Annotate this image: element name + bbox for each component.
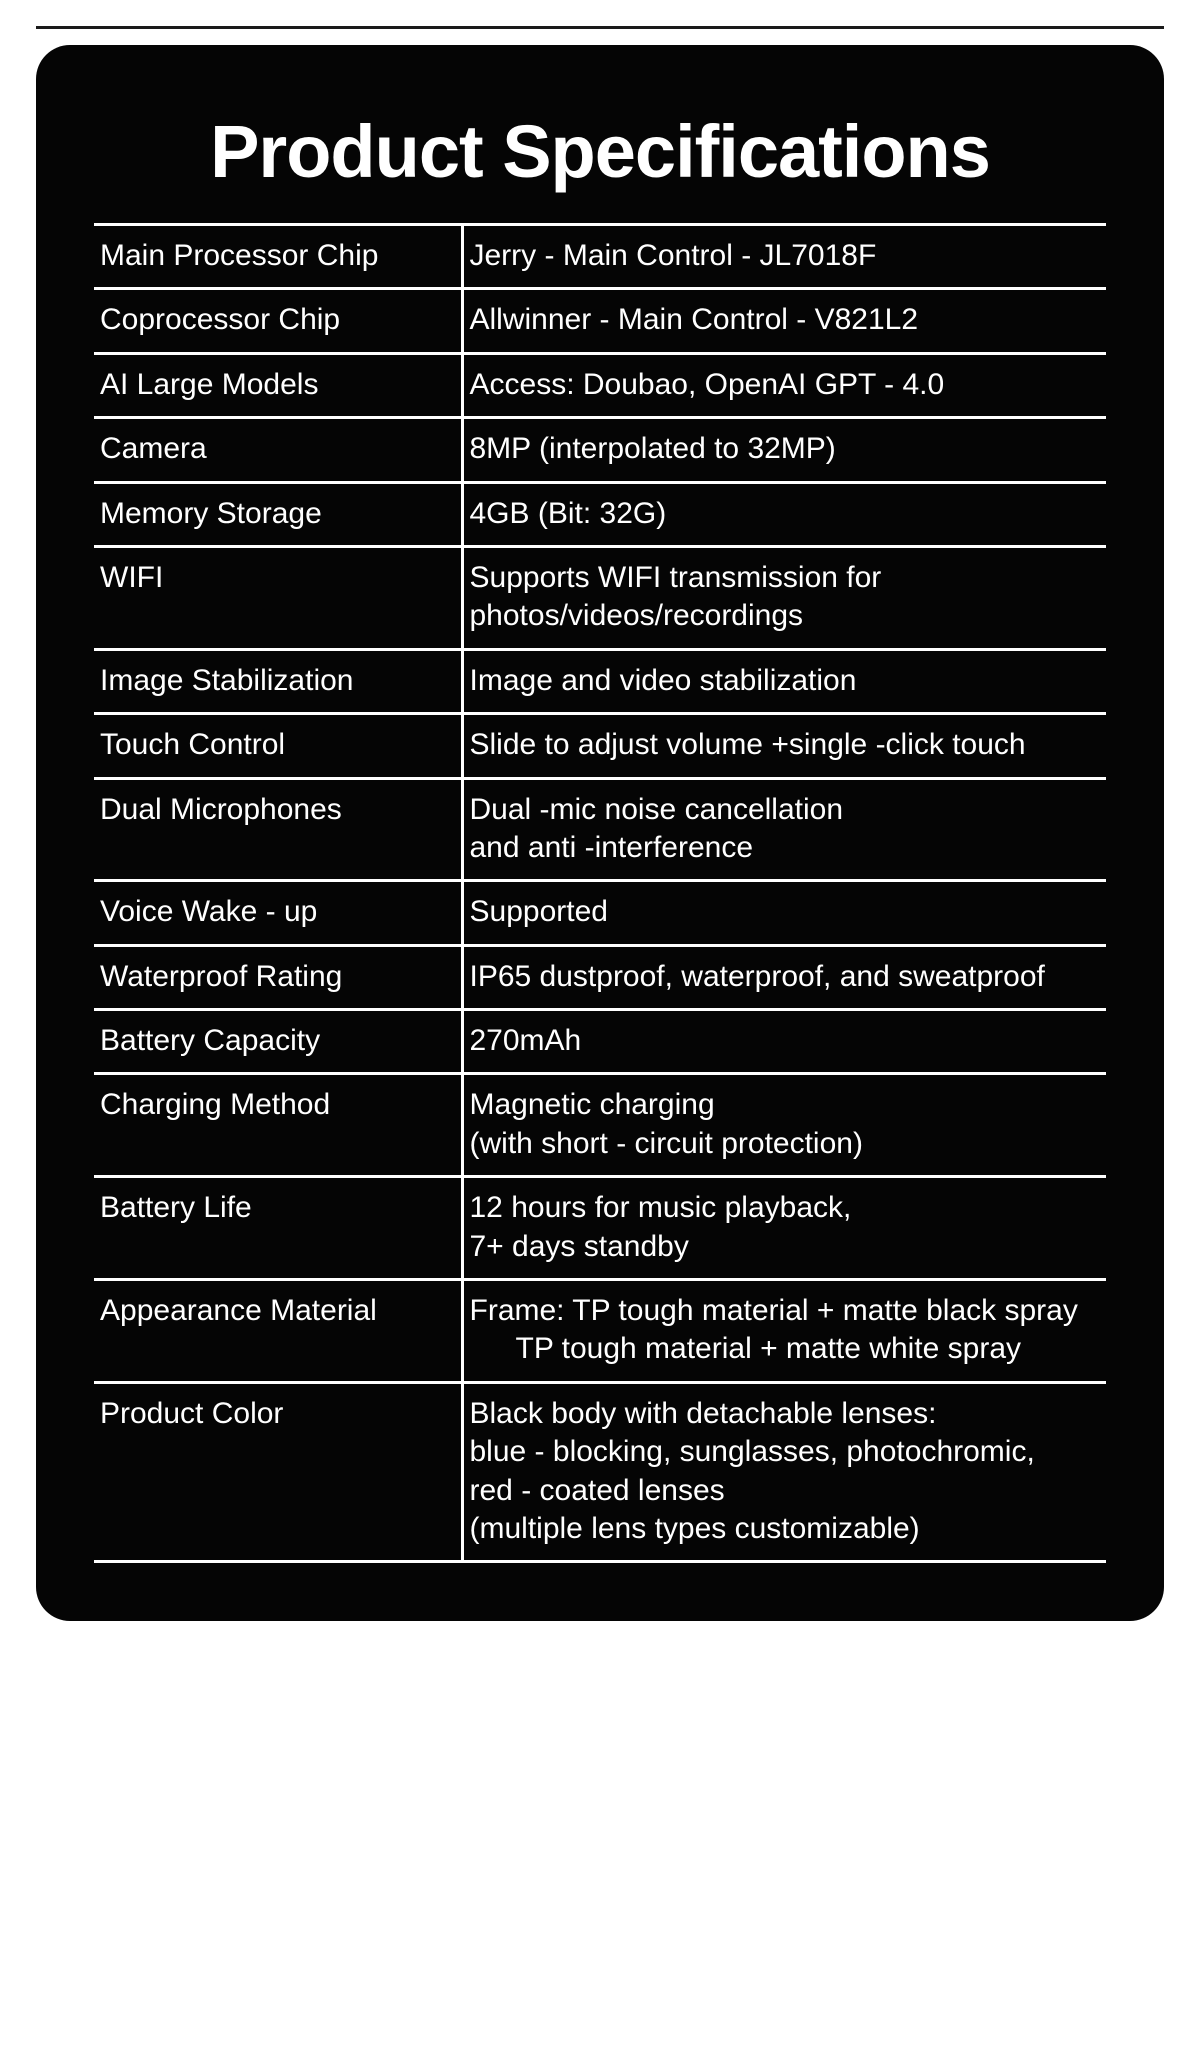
spec-value-line: photos/videos/recordings [469,599,804,633]
spec-value-line: TP tough material + matte white spray [515,1332,1022,1366]
table-row [94,353,1106,417]
spec-value-line: Slide to adjust volume +single -click touch [469,728,1026,762]
spec-value-line: 8MP (interpolated to 32MP) [469,432,836,466]
table-row [94,1010,1106,1074]
spec-value [462,482,1106,546]
spec-label: Memory Storage [94,482,462,546]
spec-label: Product Color [94,1382,462,1562]
spec-label: AI Large Models [94,353,462,417]
spec-value [462,778,1106,881]
table-row [94,546,1106,649]
table-row [94,1280,1106,1383]
spec-value [462,418,1106,482]
table-row [94,881,1106,945]
spec-card [36,45,1164,1621]
spec-value-line: Black body with detachable lenses: [469,1396,937,1430]
table-row [94,1177,1106,1280]
table-row [94,418,1106,482]
spec-value [462,289,1106,353]
spec-label: Main Processor Chip [94,225,462,289]
spec-value-line: red - coated lenses [469,1473,725,1507]
spec-value [462,353,1106,417]
spec-value [462,1382,1106,1562]
spec-value [462,1177,1106,1280]
table-row [94,1074,1106,1177]
spec-label: Dual Microphones [94,778,462,881]
spec-value [462,1010,1106,1074]
spec-label: Camera [94,418,462,482]
spec-label: Voice Wake - up [94,881,462,945]
table-row [94,482,1106,546]
spec-value-line: (multiple lens types customizable) [469,1511,920,1545]
table-row [94,778,1106,881]
spec-value-line: Dual -mic noise cancellation [469,792,844,826]
spec-label: Appearance Material [94,1280,462,1383]
page-title: Product Specifications [210,110,990,193]
spec-value [462,945,1106,1009]
table-row [94,714,1106,778]
spec-label: Coprocessor Chip [94,289,462,353]
spec-label: Charging Method [94,1074,462,1177]
spec-value-line: 12 hours for music playback, [469,1191,852,1225]
spec-value-line: (with short - circuit protection) [469,1126,863,1160]
spec-label: Battery Capacity [94,1010,462,1074]
spec-value-line: Access: Doubao, OpenAI GPT - 4.0 [469,367,945,401]
spec-label: Waterproof Rating [94,945,462,1009]
spec-value-line: 4GB (Bit: 32G) [469,496,667,530]
spec-value-line: Frame: TP tough material + matte black spray [469,1294,1078,1328]
spec-label: Touch Control [94,714,462,778]
spec-label: WIFI [94,546,462,649]
table-row [94,649,1106,713]
spec-value [462,649,1106,713]
spec-label: Battery Life [94,1177,462,1280]
spec-value [462,1074,1106,1177]
table-row [94,225,1106,289]
spec-value-line: and anti -interference [469,830,754,864]
spec-value-line: Jerry - Main Control - JL7018F [469,239,877,272]
table-row [94,945,1106,1009]
spec-value-line: Image and video stabilization [469,663,857,697]
table-row [94,1382,1106,1562]
spec-value [462,1280,1106,1383]
spec-value-line: 7+ days standby [469,1229,689,1263]
table-row [94,289,1106,353]
spec-value [462,225,1106,289]
spec-label: Image Stabilization [94,649,462,713]
specifications-table [94,223,1106,1563]
spec-value-line: Supports WIFI transmission for [469,560,882,594]
specifications-table-body [94,225,1106,1562]
spec-value [462,881,1106,945]
spec-value [462,714,1106,778]
spec-value-line: IP65 dustproof, waterproof, and sweatproof [469,959,1045,993]
spec-value-line: Allwinner - Main Control - V821L2 [469,303,919,337]
top-divider [36,26,1164,29]
spec-value-line: blue - blocking, sunglasses, photochromic, [469,1435,1035,1469]
spec-value [462,546,1106,649]
spec-value-line: Supported [469,895,608,929]
spec-value-line: Magnetic charging [469,1088,715,1122]
spec-value-line: 270mAh [469,1024,582,1058]
